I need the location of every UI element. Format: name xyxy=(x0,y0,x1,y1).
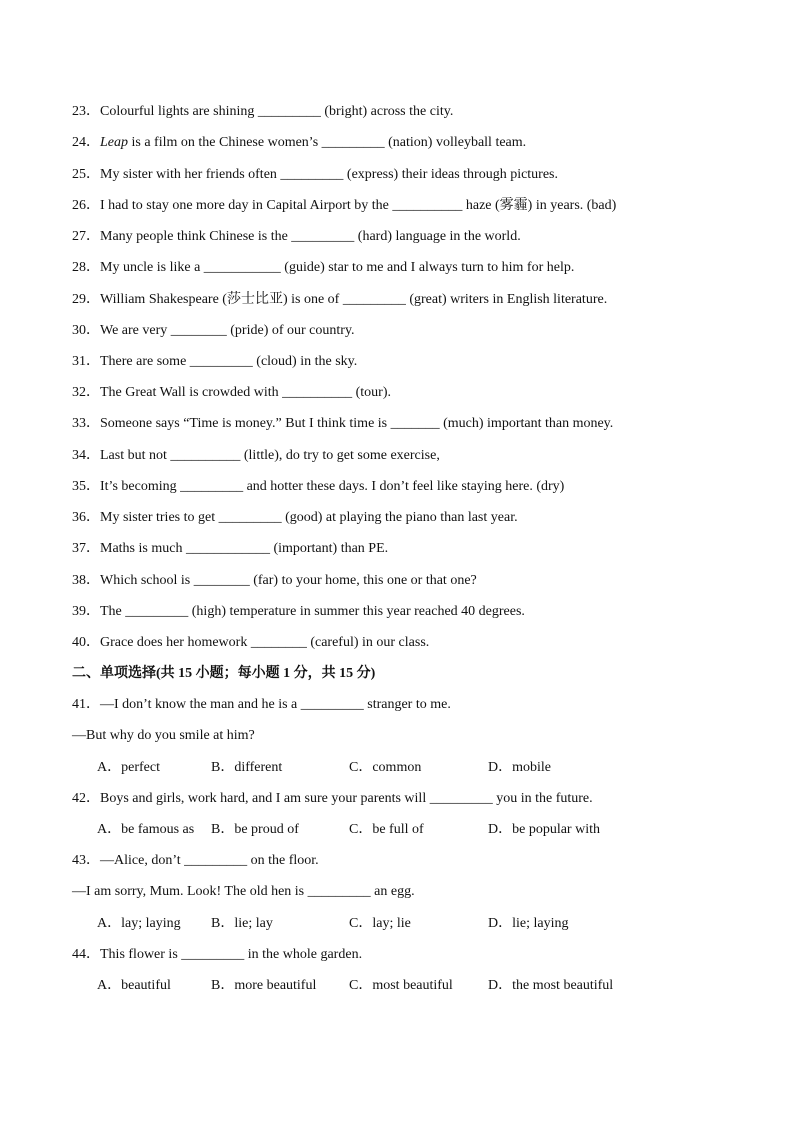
question-44: 44．This flower is _________ in the whole garden. xyxy=(72,947,363,962)
question-39: 39．The _________ (high) temperature in summer this year reached 40 degrees. xyxy=(72,604,525,619)
option-c[interactable]: C．lay; lie xyxy=(349,916,411,931)
film-title: Leap xyxy=(100,135,128,150)
option-b[interactable]: B．be proud of xyxy=(211,822,299,837)
question-42: 42．Boys and girls, work hard, and I am sure your parents will _________ you in the future. xyxy=(72,791,593,806)
question-43-reply: —I am sorry, Mum. Look! The old hen is _________ an egg. xyxy=(72,884,415,899)
option-a[interactable]: A．lay; laying xyxy=(97,916,181,931)
question-29: 29．William Shakespeare (莎士比亚) is one of _________ (great) writers in English literature. xyxy=(72,292,608,307)
option-a[interactable]: A．beautiful xyxy=(97,978,171,993)
question-23: 23．Colourful lights are shining _________ (bright) across the city. xyxy=(72,104,454,119)
question-43: 43．—Alice, don’t _________ on the floor. xyxy=(72,853,319,868)
option-d[interactable]: D．mobile xyxy=(488,760,551,775)
question-25: 25．My sister with her friends often _________ (express) their ideas through pictures. xyxy=(72,167,559,182)
question-26: 26．I had to stay one more day in Capital Airport by the __________ haze (雾霾) in years. (bad) xyxy=(72,198,617,213)
option-b[interactable]: B．more beautiful xyxy=(211,978,317,993)
question-41-reply: —But why do you smile at him? xyxy=(72,728,255,743)
option-c[interactable]: C．be full of xyxy=(349,822,424,837)
question-40: 40．Grace does her homework ________ (careful) in our class. xyxy=(72,635,430,650)
option-a[interactable]: A．be famous as xyxy=(97,822,195,837)
option-d[interactable]: D．be popular with xyxy=(488,822,600,837)
question-27: 27．Many people think Chinese is the _________ (hard) language in the world. xyxy=(72,229,521,244)
question-33: 33．Someone says “Time is money.” But I think time is _______ (much) important than money. xyxy=(72,416,614,431)
question-35: 35．It’s becoming _________ and hotter these days. I don’t feel like staying here. (dry) xyxy=(72,479,565,494)
option-b[interactable]: B．lie; lay xyxy=(211,916,273,931)
option-a[interactable]: A．perfect xyxy=(97,760,160,775)
question-36: 36．My sister tries to get _________ (good) at playing the piano than last year. xyxy=(72,510,518,525)
question-38: 38．Which school is ________ (far) to your home, this one or that one? xyxy=(72,573,477,588)
option-d[interactable]: D．the most beautiful xyxy=(488,978,614,993)
question-32: 32．The Great Wall is crowded with __________ (tour). xyxy=(72,385,391,400)
question-30: 30．We are very ________ (pride) of our country. xyxy=(72,323,355,338)
option-b[interactable]: B．different xyxy=(211,760,283,775)
question-24: 24．Leap is a film on the Chinese women’s _________ (nation) volleyball team. xyxy=(72,135,527,150)
question-34: 34．Last but not __________ (little), do try to get some exercise, xyxy=(72,448,440,463)
section-title: 二、单项选择(共 15 小题；每小题 1 分，共 15 分) xyxy=(72,666,376,681)
option-c[interactable]: C．common xyxy=(349,760,422,775)
option-d[interactable]: D．lie; laying xyxy=(488,916,569,931)
question-37: 37．Maths is much ____________ (important) than PE. xyxy=(72,541,389,556)
question-28: 28．My uncle is like a ___________ (guide) star to me and I always turn to him for help. xyxy=(72,260,575,275)
question-31: 31．There are some _________ (cloud) in the sky. xyxy=(72,354,358,369)
question-41: 41．—I don’t know the man and he is a _________ stranger to me. xyxy=(72,697,451,712)
option-c[interactable]: C．most beautiful xyxy=(349,978,453,993)
